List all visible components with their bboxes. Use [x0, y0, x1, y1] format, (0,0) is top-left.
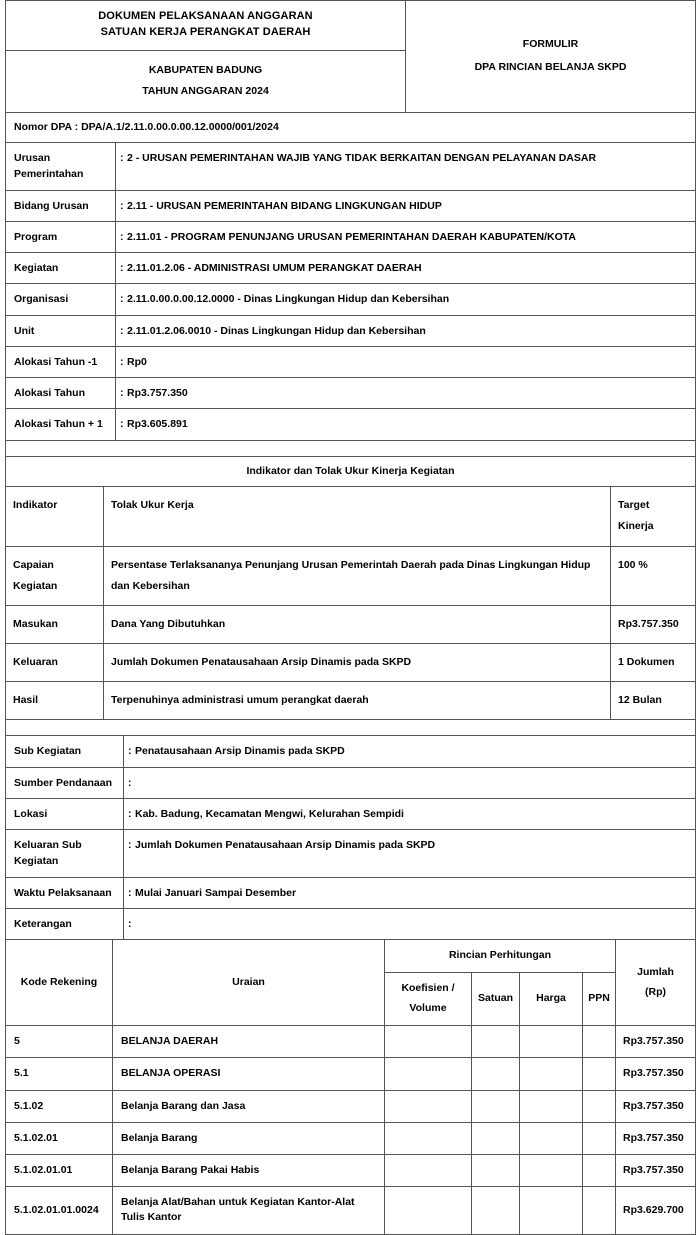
col-harga: Harga — [520, 973, 583, 1026]
sub-kegiatan-value — [124, 736, 696, 767]
field-value-text: 2.11.01.2.06 - ADMINISTRASI UMUM PERANGKAT DAERAH — [127, 262, 422, 275]
info-row — [6, 378, 696, 409]
info-row — [6, 143, 696, 191]
spacer-cell — [6, 440, 696, 456]
col-rincian-perhitungan: Rincian Perhitungan — [385, 940, 616, 973]
info-row — [6, 253, 696, 284]
row-jumlah: Rp3.757.350 — [616, 1090, 696, 1122]
indikator-title-row — [6, 456, 696, 486]
target-label-line2: Kinerja — [618, 520, 654, 533]
col-koefisien-volume — [385, 973, 472, 1026]
sub-kegiatan-label: Sub Kegiatan — [6, 736, 124, 767]
sub-kegiatan-label: Lokasi — [6, 798, 124, 829]
colon-separator: : — [128, 886, 132, 899]
field-value-text: Mulai Januari Sampai Desember — [135, 886, 297, 899]
sub-kegiatan-value — [124, 877, 696, 908]
info-row-value — [116, 315, 696, 346]
row-satuan — [472, 1154, 520, 1186]
kabupaten-label: KABUPATEN BADUNG — [148, 63, 263, 76]
sub-kegiatan-value — [124, 909, 696, 940]
row-kode-rekening: 5.1.02.01.01 — [6, 1154, 113, 1186]
indikator-title-table — [5, 456, 696, 487]
colon-separator: : — [120, 418, 124, 431]
formulir-name: DPA RINCIAN BELANJA SKPD — [474, 61, 627, 74]
field-value-text: Jumlah Dokumen Penatausahaan Arsip Dinamis pada SKPD — [135, 839, 436, 852]
document-header-table — [5, 0, 696, 113]
colon-separator: : — [120, 199, 124, 212]
sub-kegiatan-row — [6, 798, 696, 829]
jumlah-label-line2: (Rp) — [645, 985, 667, 998]
field-value-text: 2.11.0.00.0.00.12.0000 - Dinas Lingkungan Hidup dan Kebersihan — [127, 293, 450, 306]
row-ppn — [583, 1090, 616, 1122]
indikator-tolak-ukur: Terpenuhinya administrasi umum perangkat daerah — [104, 682, 611, 720]
col-jumlah — [616, 940, 696, 1026]
row-koefisien — [385, 1058, 472, 1090]
field-value-text: 2.11.01 - PROGRAM PENUNJANG URUSAN PEMERINTAHAN DAERAH KABUPATEN/KOTA — [127, 230, 577, 243]
sub-kegiatan-value — [124, 767, 696, 798]
indikator-col-tolak-ukur: Tolak Ukur Kerja — [104, 487, 611, 547]
indikator-target: 100 % — [611, 547, 696, 606]
spacer-table-1 — [5, 440, 696, 457]
spacer-row-2 — [6, 720, 696, 736]
indikator-row — [6, 644, 696, 682]
info-row-value — [116, 346, 696, 377]
colon-separator: : — [120, 230, 124, 243]
header-title-row — [6, 1, 696, 51]
row-satuan — [472, 1090, 520, 1122]
indikator-tolak-ukur: Jumlah Dokumen Penatausahaan Arsip Dinamis pada SKPD — [104, 644, 611, 682]
sub-kegiatan-value — [124, 830, 696, 878]
row-uraian: Belanja Barang dan Jasa — [113, 1090, 385, 1122]
row-jumlah: Rp3.757.350 — [616, 1122, 696, 1154]
indikator-col-indikator: Indikator — [6, 487, 104, 547]
table-row — [6, 1026, 696, 1058]
col-satuan: Satuan — [472, 973, 520, 1026]
target-label-line1: Target — [618, 499, 650, 512]
info-row-label: Kegiatan — [6, 253, 116, 284]
info-row-label: Alokasi Tahun -1 — [6, 346, 116, 377]
row-kode-rekening: 5.1 — [6, 1058, 113, 1090]
field-value-text: Rp3.757.350 — [127, 387, 188, 400]
info-row-label: Alokasi Tahun + 1 — [6, 409, 116, 440]
sub-kegiatan-label: Keluaran Sub Kegiatan — [6, 830, 124, 878]
info-row-label: Alokasi Tahun — [6, 378, 116, 409]
sub-kegiatan-value — [124, 798, 696, 829]
info-row — [6, 190, 696, 221]
indikator-name: Capaian Kegiatan — [6, 547, 104, 606]
info-row-value — [116, 378, 696, 409]
info-row-value — [116, 253, 696, 284]
document-title-line2: SATUAN KERJA PERANGKAT DAERAH — [100, 25, 311, 38]
info-row — [6, 221, 696, 252]
indikator-target: 12 Bulan — [611, 682, 696, 720]
spacer-table-2 — [5, 719, 696, 736]
row-uraian: Belanja Barang — [113, 1122, 385, 1154]
colon-separator: : — [120, 324, 124, 337]
row-ppn — [583, 1187, 616, 1234]
indikator-name: Hasil — [6, 682, 104, 720]
field-value-text: Rp0 — [127, 355, 147, 368]
row-harga — [520, 1122, 583, 1154]
indikator-col-target — [611, 487, 696, 547]
row-koefisien — [385, 1026, 472, 1058]
row-harga — [520, 1026, 583, 1058]
document-subtitle-cell — [6, 50, 406, 112]
indikator-target: 1 Dokumen — [611, 644, 696, 682]
jumlah-label-line1: Jumlah — [637, 965, 674, 978]
info-row — [6, 409, 696, 440]
colon-separator: : — [128, 745, 132, 758]
info-row — [6, 346, 696, 377]
colon-separator: : — [128, 776, 132, 789]
col-uraian: Uraian — [113, 940, 385, 1026]
row-jumlah: Rp3.629.700 — [616, 1187, 696, 1234]
info-row-label: Organisasi — [6, 284, 116, 315]
table-row — [6, 1154, 696, 1186]
field-value-text: Kab. Badung, Kecamatan Mengwi, Kelurahan Sempidi — [135, 807, 404, 820]
table-row — [6, 1187, 696, 1234]
nomor-dpa-row — [6, 112, 696, 142]
row-ppn — [583, 1154, 616, 1186]
koefisien-label-line1: Koefisien / — [401, 982, 455, 995]
sub-kegiatan-label: Waktu Pelaksanaan — [6, 877, 124, 908]
info-row — [6, 284, 696, 315]
info-row-value — [116, 143, 696, 191]
colon-separator: : — [128, 918, 132, 930]
formulir-label: FORMULIR — [522, 38, 579, 51]
row-satuan — [472, 1026, 520, 1058]
indikator-tolak-ukur: Persentase Terlaksananya Penunjang Urusan Pemerintah Daerah pada Dinas Lingkungan Hidup dan Kebersihan — [104, 547, 611, 606]
field-value-text: Rp3.605.891 — [127, 418, 188, 431]
tahun-anggaran-label: TAHUN ANGGARAN 2024 — [142, 84, 269, 97]
indikator-table — [5, 486, 696, 720]
indikator-target: Rp3.757.350 — [611, 606, 696, 644]
table-row — [6, 1058, 696, 1090]
row-uraian: Belanja Barang Pakai Habis — [113, 1154, 385, 1186]
row-koefisien — [385, 1090, 472, 1122]
row-jumlah: Rp3.757.350 — [616, 1154, 696, 1186]
document-title-line1: DOKUMEN PELAKSANAAN ANGGARAN — [98, 10, 313, 22]
info-row-label: Urusan Pemerintahan — [6, 143, 116, 191]
row-koefisien — [385, 1154, 472, 1186]
indikator-section-title: Indikator dan Tolak Ukur Kinerja Kegiatan — [6, 456, 696, 486]
nomor-dpa-value: Nomor DPA : DPA/A.1/2.11.0.00.0.00.12.0000/001/2024 — [6, 112, 696, 142]
indikator-name: Masukan — [6, 606, 104, 644]
colon-separator: : — [128, 839, 132, 852]
row-koefisien — [385, 1187, 472, 1234]
row-ppn — [583, 1026, 616, 1058]
colon-separator: : — [120, 355, 124, 368]
sub-kegiatan-row — [6, 736, 696, 767]
colon-separator: : — [120, 262, 124, 275]
koefisien-label-line2: Volume — [409, 1002, 447, 1015]
row-koefisien — [385, 1122, 472, 1154]
indikator-row — [6, 547, 696, 606]
col-ppn: PPN — [583, 973, 616, 1026]
indikator-row — [6, 682, 696, 720]
sub-kegiatan-table — [5, 735, 696, 940]
row-uraian: Belanja Alat/Bahan untuk Kegiatan Kantor-Alat Tulis Kantor — [113, 1187, 385, 1234]
row-satuan — [472, 1058, 520, 1090]
sub-kegiatan-label: Keterangan — [6, 909, 124, 940]
row-harga — [520, 1187, 583, 1234]
info-row-value — [116, 284, 696, 315]
colon-separator: : — [128, 807, 132, 820]
row-harga — [520, 1058, 583, 1090]
row-kode-rekening: 5 — [6, 1026, 113, 1058]
formulir-cell — [406, 1, 696, 113]
sub-kegiatan-label: Sumber Pendanaan — [6, 767, 124, 798]
indikator-row — [6, 606, 696, 644]
field-value-text: 2 - URUSAN PEMERINTAHAN WAJIB YANG TIDAK BERKAITAN DENGAN PELAYANAN DASAR — [127, 152, 597, 165]
info-row-label: Bidang Urusan — [6, 190, 116, 221]
colon-separator: : — [120, 293, 124, 306]
row-kode-rekening: 5.1.02.01.01.0024 — [6, 1187, 113, 1234]
sub-kegiatan-row — [6, 877, 696, 908]
table-row — [6, 1122, 696, 1154]
nomor-dpa-table — [5, 112, 696, 143]
spacer-row — [6, 440, 696, 456]
row-jumlah: Rp3.757.350 — [616, 1058, 696, 1090]
row-kode-rekening: 5.1.02 — [6, 1090, 113, 1122]
info-row-label: Program — [6, 221, 116, 252]
row-kode-rekening: 5.1.02.01 — [6, 1122, 113, 1154]
colon-separator: : — [120, 387, 124, 400]
indikator-tolak-ukur: Dana Yang Dibutuhkan — [104, 606, 611, 644]
row-harga — [520, 1154, 583, 1186]
rincian-belanja-table — [5, 939, 696, 1234]
row-ppn — [583, 1058, 616, 1090]
field-value-text: 2.11.01.2.06.0010 - Dinas Lingkungan Hidup dan Kebersihan — [127, 324, 426, 337]
program-info-table — [5, 142, 696, 441]
indikator-name: Keluaran — [6, 644, 104, 682]
row-ppn — [583, 1122, 616, 1154]
info-row — [6, 315, 696, 346]
row-uraian: BELANJA DAERAH — [113, 1026, 385, 1058]
colon-separator: : — [120, 152, 124, 165]
rincian-header-row-1 — [6, 940, 696, 973]
row-satuan — [472, 1122, 520, 1154]
document-title-cell — [6, 1, 406, 51]
info-row-label: Unit — [6, 315, 116, 346]
info-row-value — [116, 221, 696, 252]
field-value-text: Penatausahaan Arsip Dinamis pada SKPD — [135, 745, 345, 758]
sub-kegiatan-row — [6, 830, 696, 878]
sub-kegiatan-row — [6, 767, 696, 798]
info-row-value — [116, 409, 696, 440]
col-kode-rekening: Kode Rekening — [6, 940, 113, 1026]
indikator-header-row — [6, 487, 696, 547]
row-jumlah: Rp3.757.350 — [616, 1026, 696, 1058]
spacer-cell-2 — [6, 720, 696, 736]
row-satuan — [472, 1187, 520, 1234]
info-row-value — [116, 190, 696, 221]
field-value-text: 2.11 - URUSAN PEMERINTAHAN BIDANG LINGKUNGAN HIDUP — [127, 199, 442, 212]
row-harga — [520, 1090, 583, 1122]
sub-kegiatan-row — [6, 909, 696, 940]
table-row — [6, 1090, 696, 1122]
row-uraian: BELANJA OPERASI — [113, 1058, 385, 1090]
